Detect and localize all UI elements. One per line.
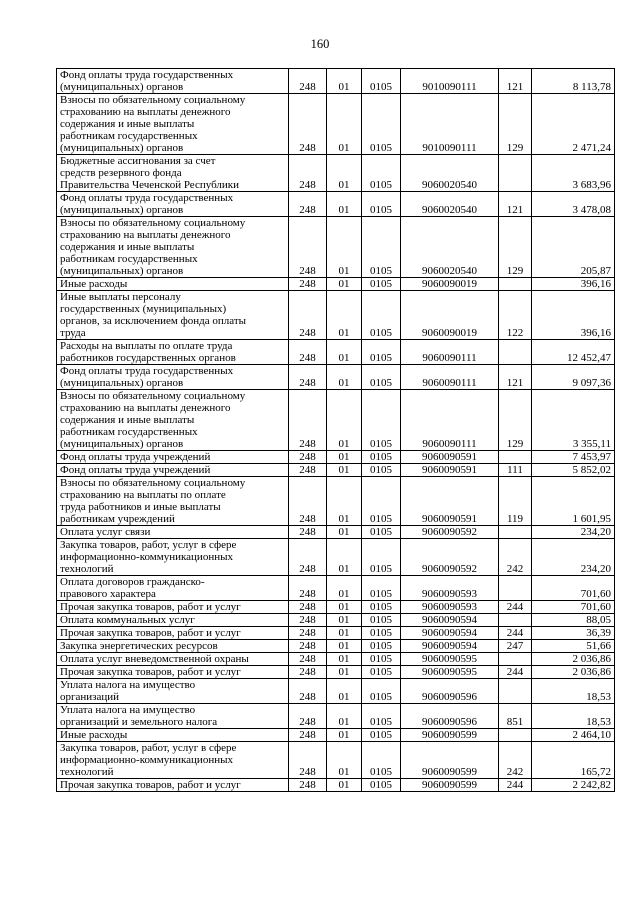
table-row xyxy=(57,69,615,94)
amount-cell: 2 464,10 xyxy=(532,729,615,742)
ministry-code-cell: 248 xyxy=(289,451,327,464)
subsection-code-cell: 0105 xyxy=(362,704,401,729)
section-code-cell: 01 xyxy=(327,477,362,526)
subsection-code-cell: 0105 xyxy=(362,627,401,640)
target-item-code-cell: 9060090591 xyxy=(401,477,499,526)
subsection-code-cell: 0105 xyxy=(362,779,401,792)
target-item-code-cell: 9060090596 xyxy=(401,679,499,704)
target-item-code-cell: 9060090594 xyxy=(401,640,499,653)
table-row xyxy=(57,742,615,779)
expense-type-code-cell: 119 xyxy=(499,477,532,526)
target-item-code-cell: 9060090111 xyxy=(401,340,499,365)
ministry-code-cell: 248 xyxy=(289,729,327,742)
amount-cell: 1 601,95 xyxy=(532,477,615,526)
amount-cell: 701,60 xyxy=(532,601,615,614)
subsection-code-cell: 0105 xyxy=(362,576,401,601)
section-code-cell: 01 xyxy=(327,666,362,679)
subsection-code-cell: 0105 xyxy=(362,94,401,155)
expense-type-code-cell: 242 xyxy=(499,539,532,576)
budget-table-body xyxy=(57,69,615,792)
amount-cell: 234,20 xyxy=(532,526,615,539)
expense-type-code-cell xyxy=(499,155,532,192)
target-item-code-cell: 9060090596 xyxy=(401,704,499,729)
section-code-cell: 01 xyxy=(327,539,362,576)
subsection-code-cell: 0105 xyxy=(362,340,401,365)
target-item-code-cell: 9060020540 xyxy=(401,217,499,278)
section-code-cell: 01 xyxy=(327,526,362,539)
expense-name-cell: Взносы по обязательному социальному страхованию на выплаты денежного содержания и иные выплаты работникам государственных (муниципальных) органов xyxy=(57,94,289,155)
subsection-code-cell: 0105 xyxy=(362,464,401,477)
ministry-code-cell: 248 xyxy=(289,217,327,278)
expense-type-code-cell: 242 xyxy=(499,742,532,779)
target-item-code-cell: 9060090591 xyxy=(401,451,499,464)
ministry-code-cell: 248 xyxy=(289,704,327,729)
ministry-code-cell: 248 xyxy=(289,526,327,539)
ministry-code-cell: 248 xyxy=(289,365,327,390)
subsection-code-cell: 0105 xyxy=(362,365,401,390)
target-item-code-cell: 9060090595 xyxy=(401,666,499,679)
ministry-code-cell: 248 xyxy=(289,291,327,340)
amount-cell: 2 242,82 xyxy=(532,779,615,792)
expense-type-code-cell: 244 xyxy=(499,666,532,679)
section-code-cell: 01 xyxy=(327,451,362,464)
subsection-code-cell: 0105 xyxy=(362,155,401,192)
expense-name-cell: Бюджетные ассигнования за счет средств резервного фонда Правительства Чеченской Республики xyxy=(57,155,289,192)
expense-type-code-cell: 122 xyxy=(499,291,532,340)
subsection-code-cell: 0105 xyxy=(362,679,401,704)
section-code-cell: 01 xyxy=(327,704,362,729)
ministry-code-cell: 248 xyxy=(289,155,327,192)
expense-name-cell: Взносы по обязательному социальному страхованию на выплаты денежного содержания и иные выплаты работникам государственных (муниципальных) органов xyxy=(57,217,289,278)
table-row xyxy=(57,192,615,217)
ministry-code-cell: 248 xyxy=(289,779,327,792)
expense-name-cell: Оплата договоров гражданско- правового характера xyxy=(57,576,289,601)
expense-name-cell: Прочая закупка товаров, работ и услуг xyxy=(57,627,289,640)
expense-type-code-cell: 121 xyxy=(499,69,532,94)
ministry-code-cell: 248 xyxy=(289,653,327,666)
section-code-cell: 01 xyxy=(327,340,362,365)
ministry-code-cell: 248 xyxy=(289,679,327,704)
subsection-code-cell: 0105 xyxy=(362,451,401,464)
expense-name-cell: Закупка энергетических ресурсов xyxy=(57,640,289,653)
table-row xyxy=(57,576,615,601)
subsection-code-cell: 0105 xyxy=(362,278,401,291)
target-item-code-cell: 9060020540 xyxy=(401,155,499,192)
target-item-code-cell: 9060090599 xyxy=(401,742,499,779)
subsection-code-cell: 0105 xyxy=(362,477,401,526)
amount-cell: 3 355,11 xyxy=(532,390,615,451)
target-item-code-cell: 9060090594 xyxy=(401,627,499,640)
section-code-cell: 01 xyxy=(327,729,362,742)
ministry-code-cell: 248 xyxy=(289,477,327,526)
ministry-code-cell: 248 xyxy=(289,601,327,614)
table-row xyxy=(57,278,615,291)
target-item-code-cell: 9060090019 xyxy=(401,291,499,340)
subsection-code-cell: 0105 xyxy=(362,653,401,666)
subsection-code-cell: 0105 xyxy=(362,614,401,627)
table-row xyxy=(57,704,615,729)
expense-type-code-cell xyxy=(499,679,532,704)
amount-cell: 36,39 xyxy=(532,627,615,640)
ministry-code-cell: 248 xyxy=(289,742,327,779)
subsection-code-cell: 0105 xyxy=(362,291,401,340)
amount-cell: 234,20 xyxy=(532,539,615,576)
subsection-code-cell: 0105 xyxy=(362,729,401,742)
target-item-code-cell: 9010090111 xyxy=(401,94,499,155)
amount-cell: 3 478,08 xyxy=(532,192,615,217)
subsection-code-cell: 0105 xyxy=(362,666,401,679)
table-row xyxy=(57,640,615,653)
expense-name-cell: Уплата налога на имущество организаций xyxy=(57,679,289,704)
target-item-code-cell: 9060090593 xyxy=(401,576,499,601)
subsection-code-cell: 0105 xyxy=(362,539,401,576)
ministry-code-cell: 248 xyxy=(289,464,327,477)
ministry-code-cell: 248 xyxy=(289,666,327,679)
expense-name-cell: Фонд оплаты труда учреждений xyxy=(57,464,289,477)
amount-cell: 88,05 xyxy=(532,614,615,627)
expense-name-cell: Фонд оплаты труда учреждений xyxy=(57,451,289,464)
table-row xyxy=(57,779,615,792)
expense-name-cell: Взносы по обязательному социальному страхованию на выплаты по оплате труда работников и иные выплаты работникам учреждений xyxy=(57,477,289,526)
table-row xyxy=(57,464,615,477)
expense-type-code-cell xyxy=(499,340,532,365)
amount-cell: 396,16 xyxy=(532,278,615,291)
section-code-cell: 01 xyxy=(327,69,362,94)
ministry-code-cell: 248 xyxy=(289,576,327,601)
expense-type-code-cell: 244 xyxy=(499,601,532,614)
target-item-code-cell: 9060090593 xyxy=(401,601,499,614)
section-code-cell: 01 xyxy=(327,464,362,477)
section-code-cell: 01 xyxy=(327,278,362,291)
section-code-cell: 01 xyxy=(327,291,362,340)
section-code-cell: 01 xyxy=(327,601,362,614)
expense-type-code-cell xyxy=(499,614,532,627)
expense-name-cell: Прочая закупка товаров, работ и услуг xyxy=(57,666,289,679)
amount-cell: 51,66 xyxy=(532,640,615,653)
amount-cell: 205,87 xyxy=(532,217,615,278)
amount-cell: 18,53 xyxy=(532,704,615,729)
section-code-cell: 01 xyxy=(327,679,362,704)
section-code-cell: 01 xyxy=(327,94,362,155)
ministry-code-cell: 248 xyxy=(289,539,327,576)
table-row xyxy=(57,601,615,614)
expense-name-cell: Иные расходы xyxy=(57,278,289,291)
expense-type-code-cell xyxy=(499,576,532,601)
target-item-code-cell: 9060090019 xyxy=(401,278,499,291)
expense-name-cell: Оплата услуг связи xyxy=(57,526,289,539)
expense-name-cell: Расходы на выплаты по оплате труда работников государственных органов xyxy=(57,340,289,365)
expense-name-cell: Иные выплаты персоналу государственных (муниципальных) органов, за исключением фонда оплаты труда xyxy=(57,291,289,340)
expense-type-code-cell: 129 xyxy=(499,390,532,451)
table-row xyxy=(57,291,615,340)
amount-cell: 3 683,96 xyxy=(532,155,615,192)
budget-table xyxy=(56,68,615,792)
section-code-cell: 01 xyxy=(327,365,362,390)
subsection-code-cell: 0105 xyxy=(362,192,401,217)
section-code-cell: 01 xyxy=(327,155,362,192)
target-item-code-cell: 9060090111 xyxy=(401,365,499,390)
table-row xyxy=(57,729,615,742)
ministry-code-cell: 248 xyxy=(289,640,327,653)
subsection-code-cell: 0105 xyxy=(362,640,401,653)
table-row xyxy=(57,653,615,666)
expense-name-cell: Оплата услуг вневедомственной охраны xyxy=(57,653,289,666)
expense-type-code-cell: 244 xyxy=(499,779,532,792)
expense-name-cell: Фонд оплаты труда государственных (муниципальных) органов xyxy=(57,192,289,217)
table-row xyxy=(57,340,615,365)
subsection-code-cell: 0105 xyxy=(362,526,401,539)
table-row xyxy=(57,614,615,627)
table-row xyxy=(57,390,615,451)
amount-cell: 8 113,78 xyxy=(532,69,615,94)
expense-type-code-cell xyxy=(499,729,532,742)
section-code-cell: 01 xyxy=(327,217,362,278)
expense-name-cell: Уплата налога на имущество организаций и земельного налога xyxy=(57,704,289,729)
subsection-code-cell: 0105 xyxy=(362,390,401,451)
table-row xyxy=(57,526,615,539)
ministry-code-cell: 248 xyxy=(289,340,327,365)
expense-type-code-cell xyxy=(499,653,532,666)
expense-type-code-cell: 121 xyxy=(499,365,532,390)
target-item-code-cell: 9060090599 xyxy=(401,729,499,742)
amount-cell: 165,72 xyxy=(532,742,615,779)
expense-type-code-cell xyxy=(499,526,532,539)
table-row xyxy=(57,679,615,704)
expense-type-code-cell: 851 xyxy=(499,704,532,729)
table-row xyxy=(57,94,615,155)
section-code-cell: 01 xyxy=(327,390,362,451)
section-code-cell: 01 xyxy=(327,653,362,666)
expense-name-cell: Закупка товаров, работ, услуг в сфере информационно-коммуникационных технологий xyxy=(57,539,289,576)
ministry-code-cell: 248 xyxy=(289,390,327,451)
expense-type-code-cell: 129 xyxy=(499,217,532,278)
subsection-code-cell: 0105 xyxy=(362,601,401,614)
amount-cell: 9 097,36 xyxy=(532,365,615,390)
target-item-code-cell: 9010090111 xyxy=(401,69,499,94)
expense-type-code-cell: 247 xyxy=(499,640,532,653)
table-row xyxy=(57,155,615,192)
target-item-code-cell: 9060090595 xyxy=(401,653,499,666)
ministry-code-cell: 248 xyxy=(289,614,327,627)
expense-name-cell: Оплата коммунальных услуг xyxy=(57,614,289,627)
ministry-code-cell: 248 xyxy=(289,94,327,155)
table-row xyxy=(57,217,615,278)
amount-cell: 701,60 xyxy=(532,576,615,601)
amount-cell: 5 852,02 xyxy=(532,464,615,477)
amount-cell: 12 452,47 xyxy=(532,340,615,365)
ministry-code-cell: 248 xyxy=(289,627,327,640)
section-code-cell: 01 xyxy=(327,779,362,792)
expense-name-cell: Фонд оплаты труда государственных (муниципальных) органов xyxy=(57,365,289,390)
amount-cell: 7 453,97 xyxy=(532,451,615,464)
expense-name-cell: Закупка товаров, работ, услуг в сфере информационно-коммуникационных технологий xyxy=(57,742,289,779)
target-item-code-cell: 9060090599 xyxy=(401,779,499,792)
table-row xyxy=(57,539,615,576)
target-item-code-cell: 9060020540 xyxy=(401,192,499,217)
section-code-cell: 01 xyxy=(327,576,362,601)
ministry-code-cell: 248 xyxy=(289,278,327,291)
amount-cell: 18,53 xyxy=(532,679,615,704)
ministry-code-cell: 248 xyxy=(289,69,327,94)
section-code-cell: 01 xyxy=(327,742,362,779)
subsection-code-cell: 0105 xyxy=(362,69,401,94)
target-item-code-cell: 9060090592 xyxy=(401,539,499,576)
expense-type-code-cell: 111 xyxy=(499,464,532,477)
expense-name-cell: Прочая закупка товаров, работ и услуг xyxy=(57,601,289,614)
target-item-code-cell: 9060090592 xyxy=(401,526,499,539)
expense-type-code-cell xyxy=(499,451,532,464)
subsection-code-cell: 0105 xyxy=(362,742,401,779)
section-code-cell: 01 xyxy=(327,627,362,640)
target-item-code-cell: 9060090591 xyxy=(401,464,499,477)
expense-type-code-cell: 121 xyxy=(499,192,532,217)
amount-cell: 2 471,24 xyxy=(532,94,615,155)
section-code-cell: 01 xyxy=(327,614,362,627)
target-item-code-cell: 9060090594 xyxy=(401,614,499,627)
expense-type-code-cell: 244 xyxy=(499,627,532,640)
subsection-code-cell: 0105 xyxy=(362,217,401,278)
table-row xyxy=(57,666,615,679)
page-number: 160 xyxy=(310,37,330,51)
ministry-code-cell: 248 xyxy=(289,192,327,217)
amount-cell: 2 036,86 xyxy=(532,666,615,679)
table-row xyxy=(57,365,615,390)
expense-name-cell: Прочая закупка товаров, работ и услуг xyxy=(57,779,289,792)
table-row xyxy=(57,451,615,464)
table-row xyxy=(57,477,615,526)
amount-cell: 2 036,86 xyxy=(532,653,615,666)
expense-name-cell: Фонд оплаты труда государственных (муниципальных) органов xyxy=(57,69,289,94)
expense-type-code-cell: 129 xyxy=(499,94,532,155)
amount-cell: 396,16 xyxy=(532,291,615,340)
expense-name-cell: Иные расходы xyxy=(57,729,289,742)
section-code-cell: 01 xyxy=(327,192,362,217)
target-item-code-cell: 9060090111 xyxy=(401,390,499,451)
expense-type-code-cell xyxy=(499,278,532,291)
section-code-cell: 01 xyxy=(327,640,362,653)
expense-name-cell: Взносы по обязательному социальному страхованию на выплаты денежного содержания и иные выплаты работникам государственных (муниципальных) органов xyxy=(57,390,289,451)
table-row xyxy=(57,627,615,640)
